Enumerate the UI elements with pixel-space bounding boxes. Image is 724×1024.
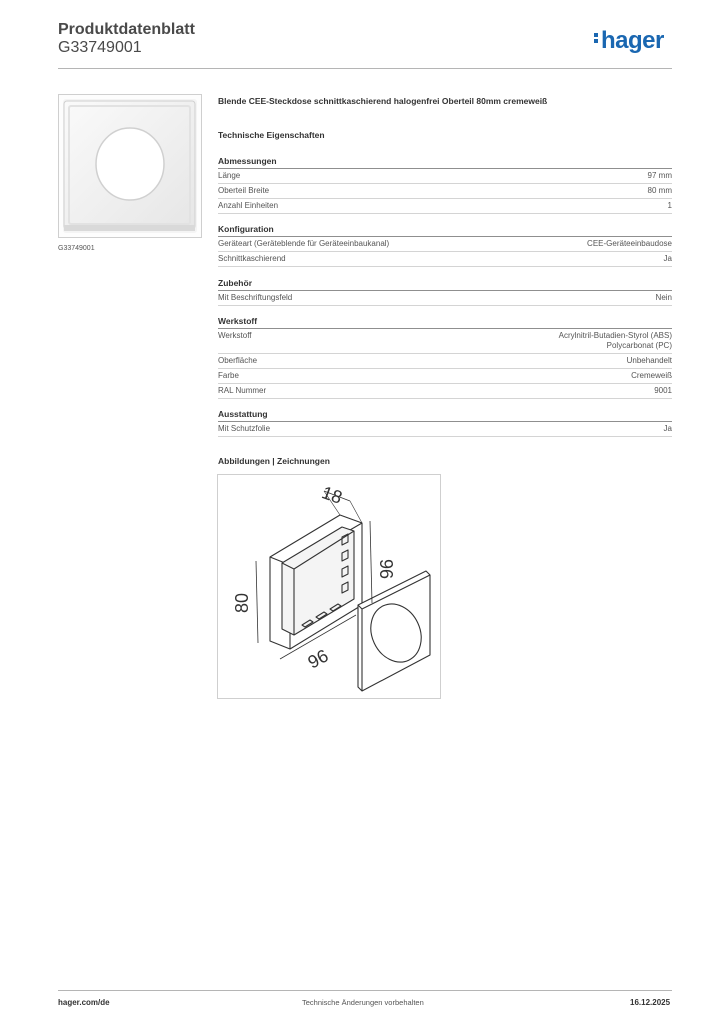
row-value: CEE-Geräteeinbaudose — [587, 239, 672, 248]
row-label: Werkstoff — [218, 331, 252, 340]
section-accessories — [218, 278, 672, 306]
row-value: Ja — [663, 254, 672, 263]
row-value: 80 mm — [647, 186, 672, 195]
footer-disclaimer: Technische Änderungen vorbehalten — [302, 998, 424, 1007]
article-number: G33749001 — [58, 39, 142, 56]
table-row — [218, 369, 672, 384]
dim-height-left: 80 — [232, 592, 252, 613]
row-value: Polycarbonat (PC) — [606, 341, 672, 350]
row-value: Cremeweiß — [631, 371, 672, 380]
row-value: 97 mm — [647, 171, 672, 180]
row-label: Schnittkaschierend — [218, 254, 286, 263]
table-row — [218, 384, 672, 399]
section-configuration — [218, 224, 672, 267]
brand-name: hager — [601, 27, 664, 54]
table-row — [218, 169, 672, 184]
footer-website-link[interactable]: hager.com/de — [58, 998, 110, 1007]
row-value: Acrylnitril-Butadien-Styrol (ABS) — [558, 331, 672, 340]
logo-dots-icon — [594, 31, 599, 45]
section-title: Abmessungen — [218, 156, 672, 169]
product-title: Blende CEE-Steckdose schnittkaschierend halogenfrei Oberteil 80mm cremeweiß — [218, 96, 548, 106]
row-label: Mit Schutzfolie — [218, 424, 271, 433]
brand-logo — [594, 27, 664, 55]
row-value-multi — [559, 331, 672, 351]
dimension-drawing-icon — [218, 475, 440, 698]
row-label: Farbe — [218, 371, 239, 380]
row-value: Ja — [663, 424, 672, 433]
technical-drawing — [217, 474, 441, 699]
table-row — [218, 422, 672, 437]
row-label: Länge — [218, 171, 241, 180]
dim-depth: 18 — [319, 482, 345, 508]
header-divider — [58, 68, 672, 69]
section-equipment — [218, 409, 672, 437]
product-image-caption: G33749001 — [58, 245, 95, 252]
row-label: Mit Beschriftungsfeld — [218, 293, 293, 302]
table-row — [218, 237, 672, 252]
drawings-heading: Abbildungen | Zeichnungen — [218, 456, 330, 466]
section-material — [218, 316, 672, 399]
table-row — [218, 199, 672, 214]
table-row — [218, 354, 672, 369]
row-value: 1 — [667, 201, 672, 210]
footer-divider — [58, 990, 672, 991]
table-row — [218, 184, 672, 199]
section-title: Werkstoff — [218, 316, 672, 329]
table-row — [218, 252, 672, 267]
row-label: RAL Nummer — [218, 386, 267, 395]
row-label: Anzahl Einheiten — [218, 201, 279, 210]
row-label: Oberteil Breite — [218, 186, 270, 195]
cover-plate-icon — [59, 95, 201, 237]
section-dimensions — [218, 156, 672, 214]
row-label: Geräteart (Geräteblende für Geräteeinbaukanal) — [218, 239, 390, 248]
row-value: Nein — [655, 293, 672, 302]
row-value: Unbehandelt — [626, 356, 672, 365]
dim-height-right: 96 — [376, 559, 396, 580]
row-value: 9001 — [654, 386, 672, 395]
dim-width-bottom: 96 — [304, 645, 332, 673]
table-row — [218, 329, 672, 354]
table-row — [218, 291, 672, 306]
section-title: Ausstattung — [218, 409, 672, 422]
row-label: Oberfläche — [218, 356, 258, 365]
section-title: Zubehör — [218, 278, 672, 291]
tech-properties-heading: Technische Eigenschaften — [218, 130, 325, 140]
section-title: Konfiguration — [218, 224, 672, 237]
product-image — [58, 94, 202, 238]
footer-date: 16.12.2025 — [630, 998, 671, 1007]
page-title: Produktdatenblatt — [58, 21, 195, 38]
